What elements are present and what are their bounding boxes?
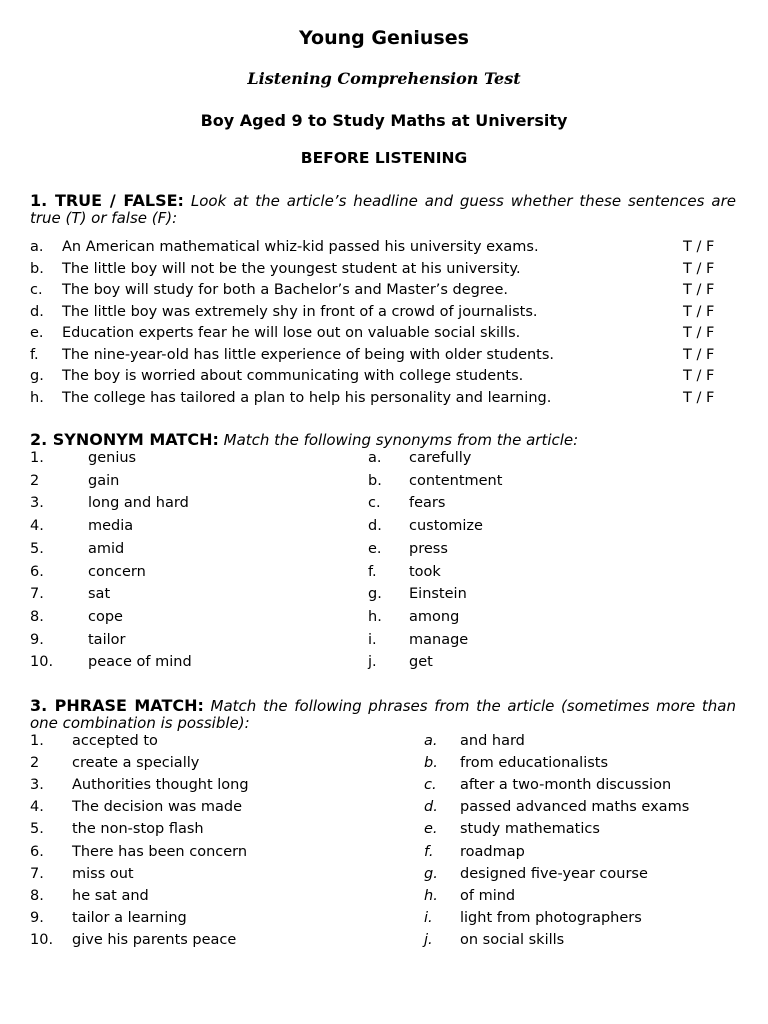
synonym-text: took	[409, 563, 441, 580]
phrase-start: the non-stop flash	[72, 821, 204, 838]
word-number: 5.	[30, 540, 44, 557]
phrase-start: There has been concern	[72, 843, 248, 860]
synonym-letter: d.	[368, 518, 382, 535]
word-number: 8.	[30, 608, 44, 625]
true-false-choice: T / F	[683, 282, 715, 298]
phrase-row	[30, 910, 736, 930]
statement-row	[30, 261, 736, 281]
true-false-choice: T / F	[683, 325, 715, 341]
word-text: genius	[88, 450, 137, 466]
synonym-letter: e.	[368, 540, 382, 557]
synonym-letter: i.	[368, 631, 377, 648]
word-number: 2	[30, 472, 40, 489]
document-subtitle: Listening Comprehension Test	[247, 69, 521, 88]
synonym-row	[30, 518, 736, 538]
phrase-start: tailor a learning	[72, 909, 187, 926]
phrase-heading	[30, 697, 736, 732]
true-false-choice: T / F	[683, 260, 715, 277]
phrase-number: 10.	[30, 931, 54, 948]
statement-text: An American mathematical whiz-kid passed his university exams.	[62, 239, 539, 255]
statement-row	[30, 304, 736, 324]
synonym-letter: j.	[368, 654, 377, 671]
phrase-row	[30, 844, 736, 864]
synonym-heading	[30, 431, 736, 449]
statement-text: The college has tailored a plan to help his personality and learning.	[62, 389, 552, 406]
ending-letter: b.	[424, 755, 438, 772]
word-text: sat	[88, 586, 111, 603]
synonym-row	[30, 564, 736, 584]
phrase-start: miss out	[72, 865, 134, 882]
item-letter: a.	[30, 239, 44, 255]
true-false-title: 1. TRUE / FALSE:	[30, 191, 184, 210]
statement-text: The nine-year-old has little experience of being with older students.	[62, 346, 555, 363]
phrase-number: 4.	[30, 799, 44, 816]
true-false-choice: T / F	[683, 239, 715, 255]
synonym-row	[30, 586, 736, 606]
statement-text: The boy is worried about communicating with college students.	[62, 368, 524, 384]
statement-row	[30, 239, 736, 259]
synonym-row	[30, 654, 736, 674]
synonym-letter: b.	[368, 472, 382, 489]
phrase-start: give his parents peace	[72, 931, 237, 948]
synonym-text: fears	[409, 495, 446, 512]
word-number: 1.	[30, 450, 44, 466]
synonym-text: contentment	[409, 472, 503, 489]
item-letter: e.	[30, 325, 44, 341]
ending-letter: a.	[424, 733, 438, 749]
synonym-text: manage	[409, 631, 469, 648]
word-text: concern	[88, 563, 146, 580]
phrase-end: passed advanced maths exams	[460, 799, 690, 816]
statement-text: The boy will study for both a Bachelor’s and Master’s degree.	[62, 282, 508, 298]
ending-letter: j.	[424, 931, 433, 948]
word-number: 6.	[30, 563, 44, 580]
statement-row	[30, 347, 736, 367]
true-false-heading	[30, 192, 736, 227]
statement-text: The little boy was extremely shy in front of a crowd of journalists.	[62, 303, 538, 320]
phrase-number: 9.	[30, 909, 44, 926]
word-text: gain	[88, 472, 120, 489]
phrase-instruction: Match the following phrases from the article (sometimes more than one combination is possible):	[30, 697, 736, 732]
phrase-end: study mathematics	[460, 821, 600, 838]
synonym-text: get	[409, 654, 433, 671]
phrase-number: 1.	[30, 733, 44, 749]
statement-row	[30, 368, 736, 388]
ending-letter: i.	[424, 909, 433, 926]
word-text: cope	[88, 608, 123, 625]
phrase-number: 3.	[30, 777, 44, 794]
synonym-letter: h.	[368, 608, 382, 625]
phrase-end: of mind	[460, 887, 516, 904]
item-letter: b.	[30, 260, 44, 277]
phrase-end: after a two-month discussion	[460, 777, 672, 794]
true-false-choice: T / F	[683, 303, 715, 320]
true-false-choice: T / F	[683, 389, 715, 406]
true-false-choice: T / F	[683, 368, 715, 384]
ending-letter: g.	[424, 865, 438, 882]
synonym-text: press	[409, 540, 448, 557]
word-text: peace of mind	[88, 654, 192, 671]
phrase-end: on social skills	[460, 931, 565, 948]
item-letter: g.	[30, 368, 44, 384]
word-text: amid	[88, 540, 125, 557]
phrase-start: he sat and	[72, 887, 149, 904]
phrase-end: light from photographers	[460, 909, 642, 926]
item-letter: d.	[30, 303, 44, 320]
word-text: media	[88, 518, 134, 535]
statement-text: Education experts fear he will lose out on valuable social skills.	[62, 325, 521, 341]
phrase-start: accepted to	[72, 733, 158, 749]
synonym-row	[30, 473, 736, 493]
ending-letter: f.	[424, 843, 434, 860]
synonym-row	[30, 495, 736, 515]
phrase-row	[30, 777, 736, 797]
ending-letter: c.	[424, 777, 437, 794]
item-letter: h.	[30, 389, 44, 406]
synonym-title: 2. SYNONYM MATCH:	[30, 430, 219, 449]
synonym-row	[30, 632, 736, 652]
phrase-title: 3. PHRASE MATCH:	[30, 696, 204, 715]
phrase-row	[30, 932, 736, 952]
item-letter: f.	[30, 346, 39, 363]
statement-row	[30, 282, 736, 302]
synonym-row	[30, 541, 736, 561]
word-number: 9.	[30, 631, 44, 648]
phrase-row	[30, 866, 736, 886]
item-letter: c.	[30, 282, 43, 298]
phrase-end: from educationalists	[460, 755, 609, 772]
phrase-number: 5.	[30, 821, 44, 838]
phrase-number: 6.	[30, 843, 44, 860]
synonym-letter: g.	[368, 586, 382, 603]
phrase-start: The decision was made	[72, 799, 242, 816]
phrase-row	[30, 821, 736, 841]
phrase-end: roadmap	[460, 843, 525, 860]
true-false-choice: T / F	[683, 346, 715, 363]
phrase-row	[30, 799, 736, 819]
phrase-number: 7.	[30, 865, 44, 882]
synonym-text: customize	[409, 518, 483, 535]
statement-row	[30, 325, 736, 345]
statement-row	[30, 390, 736, 410]
true-false-instruction: Look at the article’s headline and guess whether these sentences are true (T) or false (F):	[30, 192, 736, 227]
phrase-row	[30, 888, 736, 908]
phrase-end: and hard	[460, 733, 525, 749]
synonym-instruction: Match the following synonyms from the article:	[223, 431, 579, 449]
document-title: Young Geniuses	[299, 27, 469, 49]
synonym-row	[30, 609, 736, 629]
synonym-letter: f.	[368, 563, 377, 580]
word-text: tailor	[88, 631, 126, 648]
phrase-number: 8.	[30, 887, 44, 904]
stage-heading: BEFORE LISTENING	[300, 149, 468, 167]
ending-letter: d.	[424, 799, 438, 816]
statement-text: The little boy will not be the youngest student at his university.	[62, 260, 521, 277]
word-number: 7.	[30, 586, 44, 603]
ending-letter: e.	[424, 821, 438, 838]
article-headline: Boy Aged 9 to Study Maths at University	[200, 111, 568, 130]
synonym-letter: c.	[368, 495, 381, 512]
phrase-number: 2	[30, 755, 40, 772]
phrase-start: create a specially	[72, 755, 200, 772]
word-number: 3.	[30, 495, 44, 512]
synonym-text: carefully	[409, 450, 472, 466]
word-text: long and hard	[88, 495, 189, 512]
phrase-row	[30, 733, 736, 753]
phrase-end: designed five-year course	[460, 865, 648, 882]
synonym-text: among	[409, 608, 460, 625]
synonym-row	[30, 450, 736, 470]
synonym-text: Einstein	[409, 586, 467, 603]
word-number: 10.	[30, 654, 54, 671]
synonym-letter: a.	[368, 450, 382, 466]
phrase-start: Authorities thought long	[72, 777, 249, 794]
ending-letter: h.	[424, 887, 438, 904]
phrase-row	[30, 755, 736, 775]
word-number: 4.	[30, 518, 44, 535]
